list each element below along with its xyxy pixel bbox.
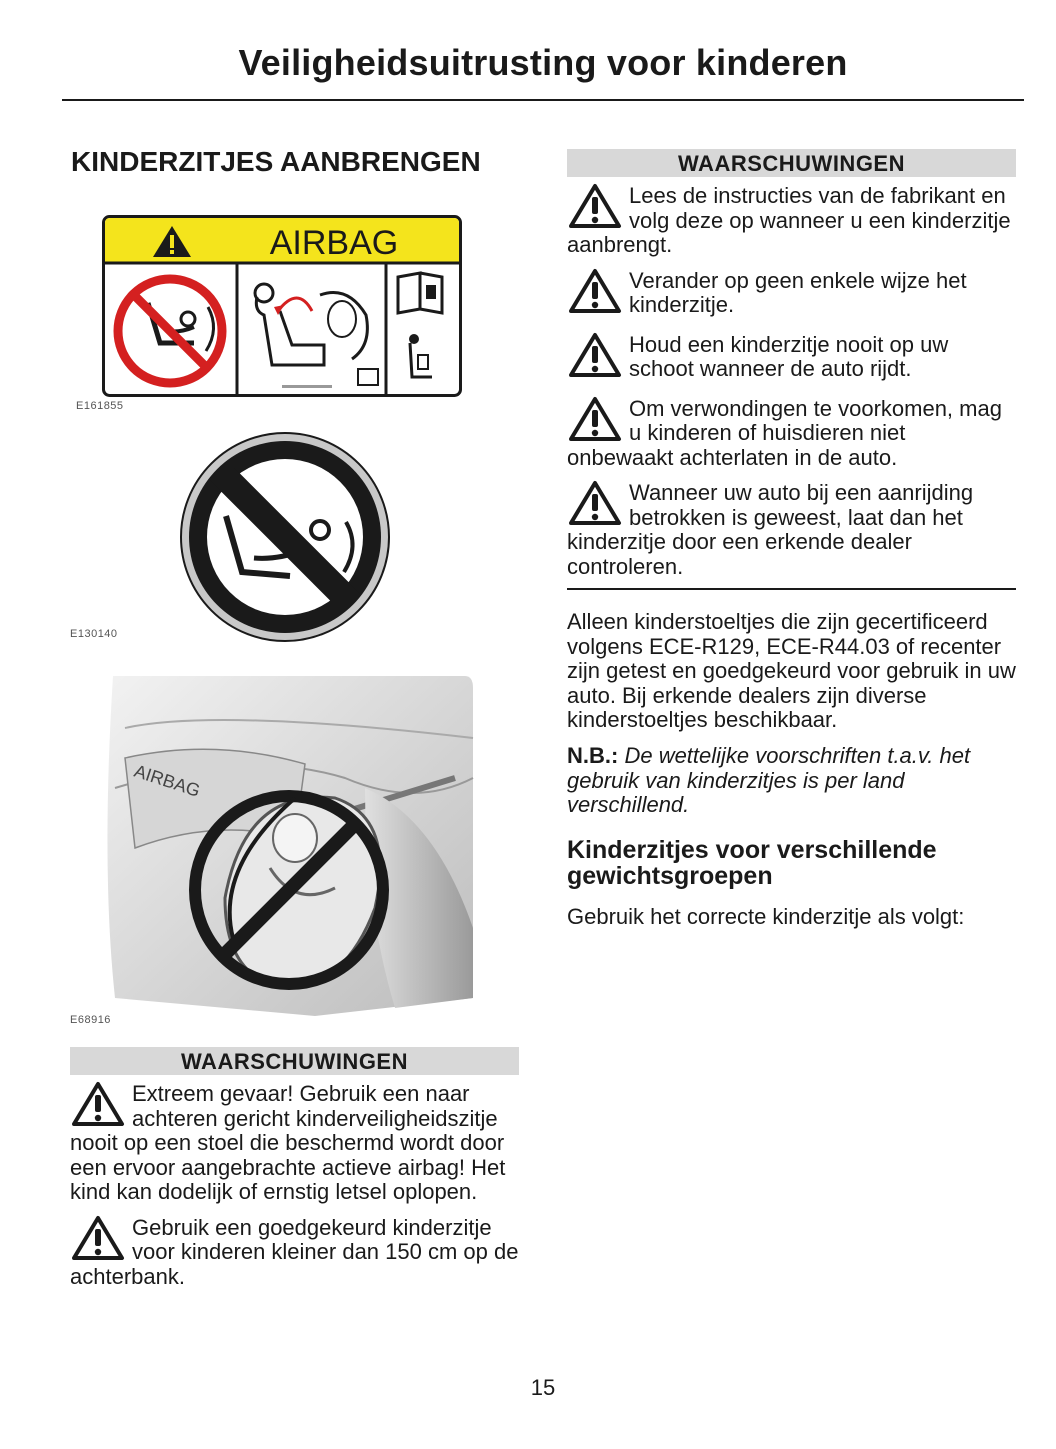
section-heading: KINDERZITJES AANBRENGEN xyxy=(71,146,481,177)
warning-triangle-icon xyxy=(70,1214,126,1262)
left-warnings-box xyxy=(70,1047,519,1289)
title-divider xyxy=(62,99,1024,101)
warning-triangle-icon xyxy=(567,182,623,230)
warning-item xyxy=(567,184,1016,258)
warnings-header: WAARSCHUWINGEN xyxy=(70,1047,519,1075)
warning-triangle-icon xyxy=(567,267,623,315)
warning-triangle-icon xyxy=(70,1080,126,1128)
figure-code: E68916 xyxy=(70,1014,111,1026)
airbag-label-text: AIRBAG xyxy=(269,224,399,262)
warning-text: Houd een kinderzitje nooit op uw schoot wanneer de auto rijdt. xyxy=(629,331,949,381)
warning-text: Lees de instructies van de fabrikant en volg deze op wanneer u een kinderzitje aanbrengt. xyxy=(567,183,1011,257)
prohibition-sign-figure xyxy=(180,432,390,642)
figure-code: E161855 xyxy=(76,400,124,412)
warning-item xyxy=(567,333,1016,382)
certification-paragraph: Alleen kinderstoeltjes die zijn gecertificeerd volgens ECE-R129, ECE-R44.03 of recenter zijn getest en goedgekeurd voor gebruik in uw auto. Bij erkende dealers zijn diverse kinderstoeltjes beschikbaar. xyxy=(567,609,1016,732)
no-rear-facing-seat-icon xyxy=(118,279,222,383)
warning-text: Gebruik een goedgekeurd kinderzitje voor kinderen kleiner dan 150 cm op de achterbank. xyxy=(70,1214,519,1289)
warning-text: Verander op geen enkele wijze het kinderzitje. xyxy=(629,267,967,317)
figure-code: E130140 xyxy=(70,628,118,640)
warning-text: Om verwondingen te voorkomen, mag u kinderen of huisdieren niet onbewaakt achterlaten in de auto. xyxy=(567,395,1002,470)
airbag-emboss-text: AIRBAG xyxy=(131,760,203,801)
warning-text: Extreem gevaar! Gebruik een naar achteren gericht kinderveiligheidszitje nooit op een stoel die beschermd wordt door een ervoor aangebrachte actieve airbag! Het kind kan dodelijk of ernstig letsel oplopen. xyxy=(70,1081,506,1204)
warning-triangle-icon xyxy=(567,395,623,443)
weight-groups-intro: Gebruik het correcte kinderzitje als volgt: xyxy=(567,904,965,929)
warning-triangle-icon xyxy=(567,479,623,527)
warnings-divider xyxy=(567,588,1016,590)
note-text: De wettelijke voorschriften t.a.v. het gebruik van kinderzitjes is per land verschillend. xyxy=(567,743,971,817)
note-paragraph xyxy=(567,744,1022,818)
note-label: N.B.: xyxy=(567,743,619,768)
warning-item xyxy=(567,481,1016,579)
warning-item xyxy=(567,269,1016,318)
warning-item xyxy=(70,1216,519,1290)
seat-airbag-photo-figure xyxy=(95,668,475,1016)
warning-text: Wanneer uw auto bij een aanrijding betrokken is geweest, laat dan het kinderzitje door een erkende dealer controleren. xyxy=(567,480,974,579)
page-title: Veiligheidsuitrusting voor kinderen xyxy=(238,42,848,83)
page-number: 15 xyxy=(530,1375,556,1400)
right-warnings-box xyxy=(567,149,1016,590)
weight-groups-heading: Kinderzitjes voor verschillende gewichtsgroepen xyxy=(567,836,937,890)
warning-triangle-icon xyxy=(567,331,623,379)
warning-item xyxy=(567,397,1016,471)
warnings-header: WAARSCHUWINGEN xyxy=(567,149,1016,177)
warning-item xyxy=(70,1082,519,1205)
airbag-warning-label-figure xyxy=(102,215,462,397)
